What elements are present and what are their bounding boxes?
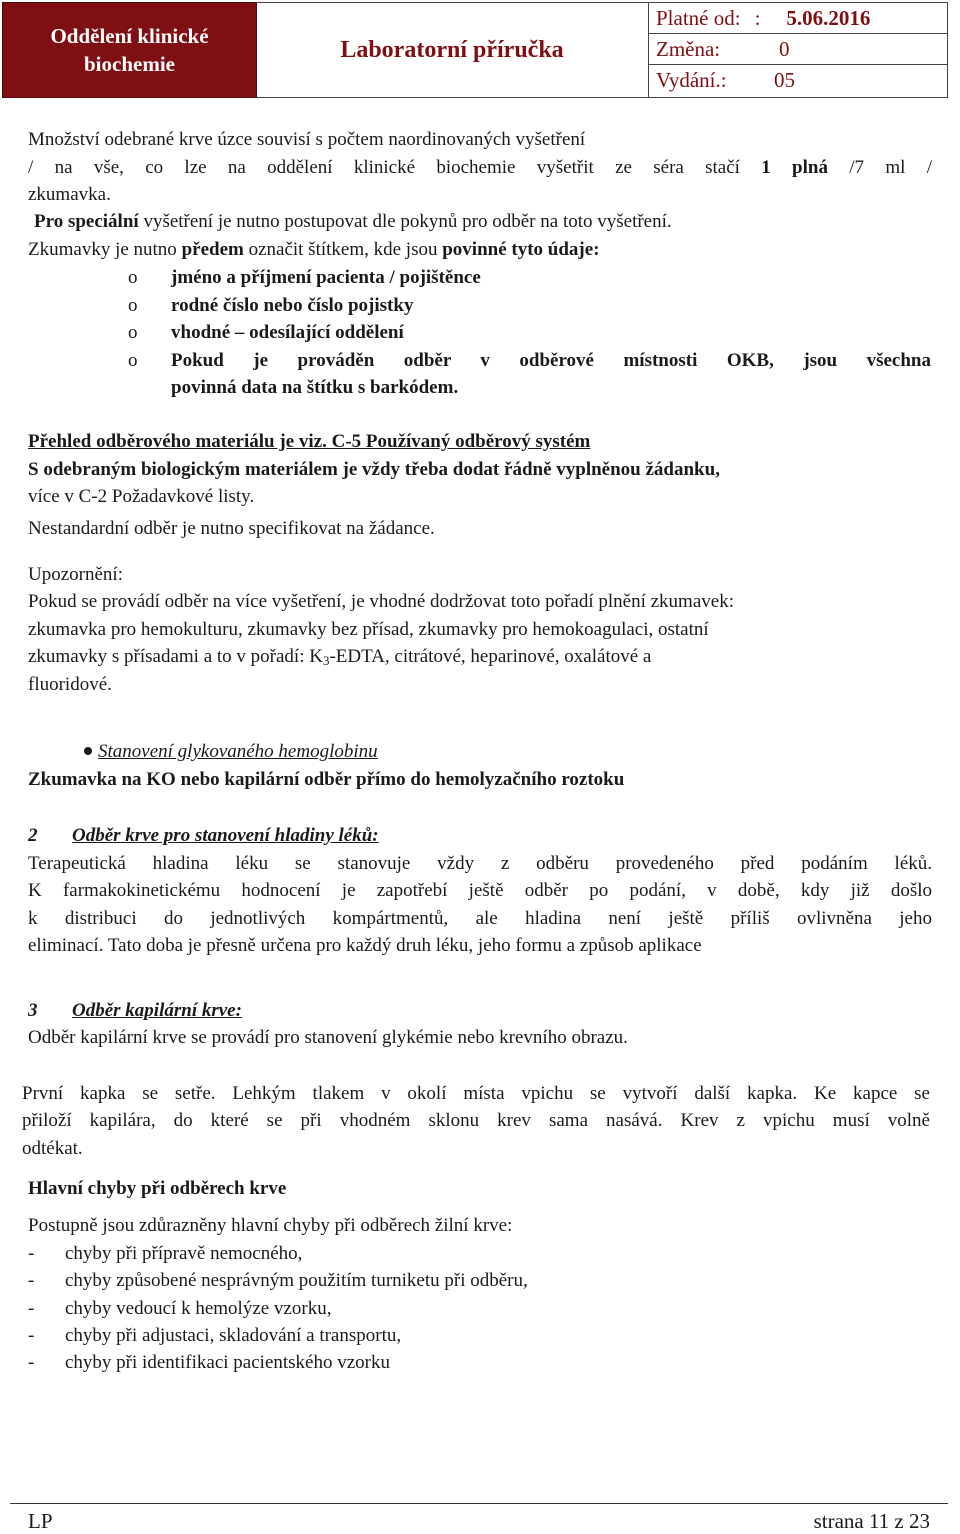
intro-line-4 bbox=[34, 208, 938, 235]
dash-marker: - bbox=[28, 1325, 35, 1346]
error-item: chyby způsobené nesprávným použitím turniketu při odběru, bbox=[65, 1270, 528, 1291]
intro-line-1: Množství odebrané krve úzce souvisí s počtem naordinovaných vyšetření bbox=[28, 129, 586, 150]
bullet-marker: o bbox=[128, 322, 138, 343]
department-name: Oddělení klinické biochemie bbox=[2, 2, 257, 98]
errors-title: Hlavní chyby při odběrech krve bbox=[28, 1178, 287, 1199]
section-2-heading bbox=[28, 822, 932, 849]
issue-row bbox=[649, 65, 947, 96]
issue-value: 05 bbox=[774, 68, 795, 92]
intro-line-2 bbox=[28, 154, 932, 181]
document-title: Laboratorní příručka bbox=[256, 2, 649, 98]
section-2-line-2: K farmakokinetickému hodnocení je zapotřebí ještě odběr po podání, v době, kdy již došlo bbox=[28, 880, 932, 901]
section-3-heading bbox=[28, 997, 932, 1024]
document-header bbox=[2, 2, 947, 98]
capillary-line-1: První kapka se setře. Lehkým tlakem v okolí místa vpichu se vytvoří další kapka. Ke kapce se bbox=[22, 1083, 930, 1104]
intro-line-4-text: vyšetření je nutno postupovat dle pokynů pro odběr na toto vyšetření. bbox=[138, 211, 672, 232]
section-3-number: 3 bbox=[28, 1000, 38, 1021]
section-3-title: Odběr kapilární krve: bbox=[72, 1000, 242, 1021]
overview-link-line[interactable]: Přehled odběrového materiálu je viz. C-5 Používaný odběrový systém bbox=[28, 431, 591, 452]
bullet-item: rodné číslo nebo číslo pojistky bbox=[171, 295, 414, 316]
error-item: chyby při identifikaci pacientského vzorku bbox=[65, 1352, 391, 1373]
section-2-title: Odběr krve pro stanovení hladiny léků: bbox=[72, 825, 379, 846]
document-meta bbox=[649, 2, 948, 98]
dash-marker: - bbox=[28, 1298, 35, 1319]
dash-marker: - bbox=[28, 1270, 35, 1291]
errors-intro: Postupně jsou zdůrazněny hlavní chyby při odběrech žilní krve: bbox=[28, 1215, 513, 1236]
issue-label: Vydání.: bbox=[656, 68, 727, 92]
warning-line-3-end: -EDTA, citrátové, heparinové, oxalátové a bbox=[329, 646, 652, 667]
bullet-item: vhodné – odesílající oddělení bbox=[171, 322, 404, 343]
intro-amount: 1 plná bbox=[761, 157, 828, 178]
overview-line-3: více v C-2 Požadavkové listy. bbox=[28, 486, 255, 507]
footer-divider bbox=[10, 1503, 948, 1504]
warning-line-2: zkumavka pro hemokulturu, zkumavky bez přísad, zkumavky pro hemokoagulaci, ostatní bbox=[28, 619, 709, 640]
page-number: strana 11 z 23 bbox=[813, 1509, 930, 1533]
section-2-number: 2 bbox=[28, 825, 38, 846]
section-3-line-1: Odběr kapilární krve se provádí pro stanovení glykémie nebo krevního obrazu. bbox=[28, 1027, 628, 1048]
capillary-line-3: odtékat. bbox=[22, 1138, 83, 1159]
warning-line-3-text: zkumavky s přísadami a to v pořadí: K bbox=[28, 646, 323, 667]
valid-from-label: Platné od: bbox=[656, 5, 741, 30]
intro-line-5 bbox=[28, 236, 932, 263]
bullet-dot-icon bbox=[84, 747, 92, 755]
bullet-marker: o bbox=[128, 295, 138, 316]
change-row bbox=[649, 34, 947, 65]
footer-left: LP bbox=[28, 1509, 53, 1533]
valid-from-separator: : bbox=[754, 5, 761, 30]
error-item: chyby při adjustaci, skladování a transportu, bbox=[65, 1325, 402, 1346]
overview-line-4: Nestandardní odběr je nutno specifikovat na žádance. bbox=[28, 518, 435, 539]
special-exam-label: Pro speciální bbox=[34, 211, 139, 232]
intro-beforehand: předem bbox=[181, 239, 244, 260]
warning-line-1: Pokud se provádí odběr na více vyšetření, je vhodné dodržovat toto pořadí plnění zkumavek: bbox=[28, 591, 734, 612]
list-item bbox=[28, 1295, 932, 1322]
list-item bbox=[28, 1349, 932, 1376]
valid-from-value: 5.06.2016 bbox=[786, 5, 871, 30]
valid-from-row bbox=[649, 3, 947, 34]
bullet-item: Pokud je prováděn odběr v odběrové místnosti OKB, jsou všechna bbox=[171, 350, 931, 371]
warning-line-4: fluoridové. bbox=[28, 674, 112, 695]
warning-title: Upozornění: bbox=[28, 564, 123, 585]
list-item bbox=[28, 1322, 932, 1349]
intro-line-2-end: /7 ml / bbox=[827, 157, 932, 178]
dash-marker: - bbox=[28, 1352, 35, 1373]
bullet-marker: o bbox=[128, 267, 138, 288]
error-item: chyby vedoucí k hemolýze vzorku, bbox=[65, 1298, 332, 1319]
change-value: 0 bbox=[779, 36, 790, 61]
section-2-line-1: Terapeutická hladina léku se stanovuje vždy z odběru provedeného před podáním léků. bbox=[28, 853, 932, 874]
intro-line-5-mid: označit štítkem, kde jsou bbox=[243, 239, 443, 260]
warning-subscript: 3 bbox=[322, 653, 330, 668]
intro-line-5-text: Zkumavky je nutno bbox=[28, 239, 182, 260]
list-item bbox=[28, 1267, 932, 1294]
warning-line-3 bbox=[28, 643, 932, 671]
list-item bbox=[28, 1240, 932, 1267]
overview-line-2: S odebraným biologickým materiálem je vždy třeba dodat řádně vyplněnou žádanku, bbox=[28, 459, 720, 480]
glyco-title: Stanovení glykovaného hemoglobinu bbox=[98, 741, 378, 762]
intro-mandatory: povinné tyto údaje: bbox=[442, 239, 600, 260]
dash-marker: - bbox=[28, 1243, 35, 1264]
bullet-continuation: povinná data na štítku s barkódem. bbox=[171, 377, 459, 398]
intro-line-2-text: / na vše, co lze na oddělení klinické biochemie vyšetřit ze séra stačí bbox=[28, 157, 762, 178]
capillary-line-2: přiloží kapilára, do které se při vhodném sklonu krev sama nasává. Krev z vpichu musí volně bbox=[22, 1110, 930, 1131]
error-item: chyby při přípravě nemocného, bbox=[65, 1243, 303, 1264]
section-2-line-4: eliminací. Tato doba je přesně určena pro každý druh léku, jeho formu a způsob aplikace bbox=[28, 935, 702, 956]
bullet-item: jméno a příjmení pacienta / pojištěnce bbox=[171, 267, 481, 288]
glyco-line: Zkumavka na KO nebo kapilární odběr přímo do hemolyzačního roztoku bbox=[28, 769, 625, 790]
bullet-marker: o bbox=[128, 350, 138, 371]
change-label: Změna: bbox=[656, 36, 721, 61]
section-2-line-3: k distribuci do jednotlivých kompártmentů, ale hladina není ještě příliš ovlivněna jeho bbox=[28, 908, 932, 929]
intro-line-3: zkumavka. bbox=[28, 184, 111, 205]
